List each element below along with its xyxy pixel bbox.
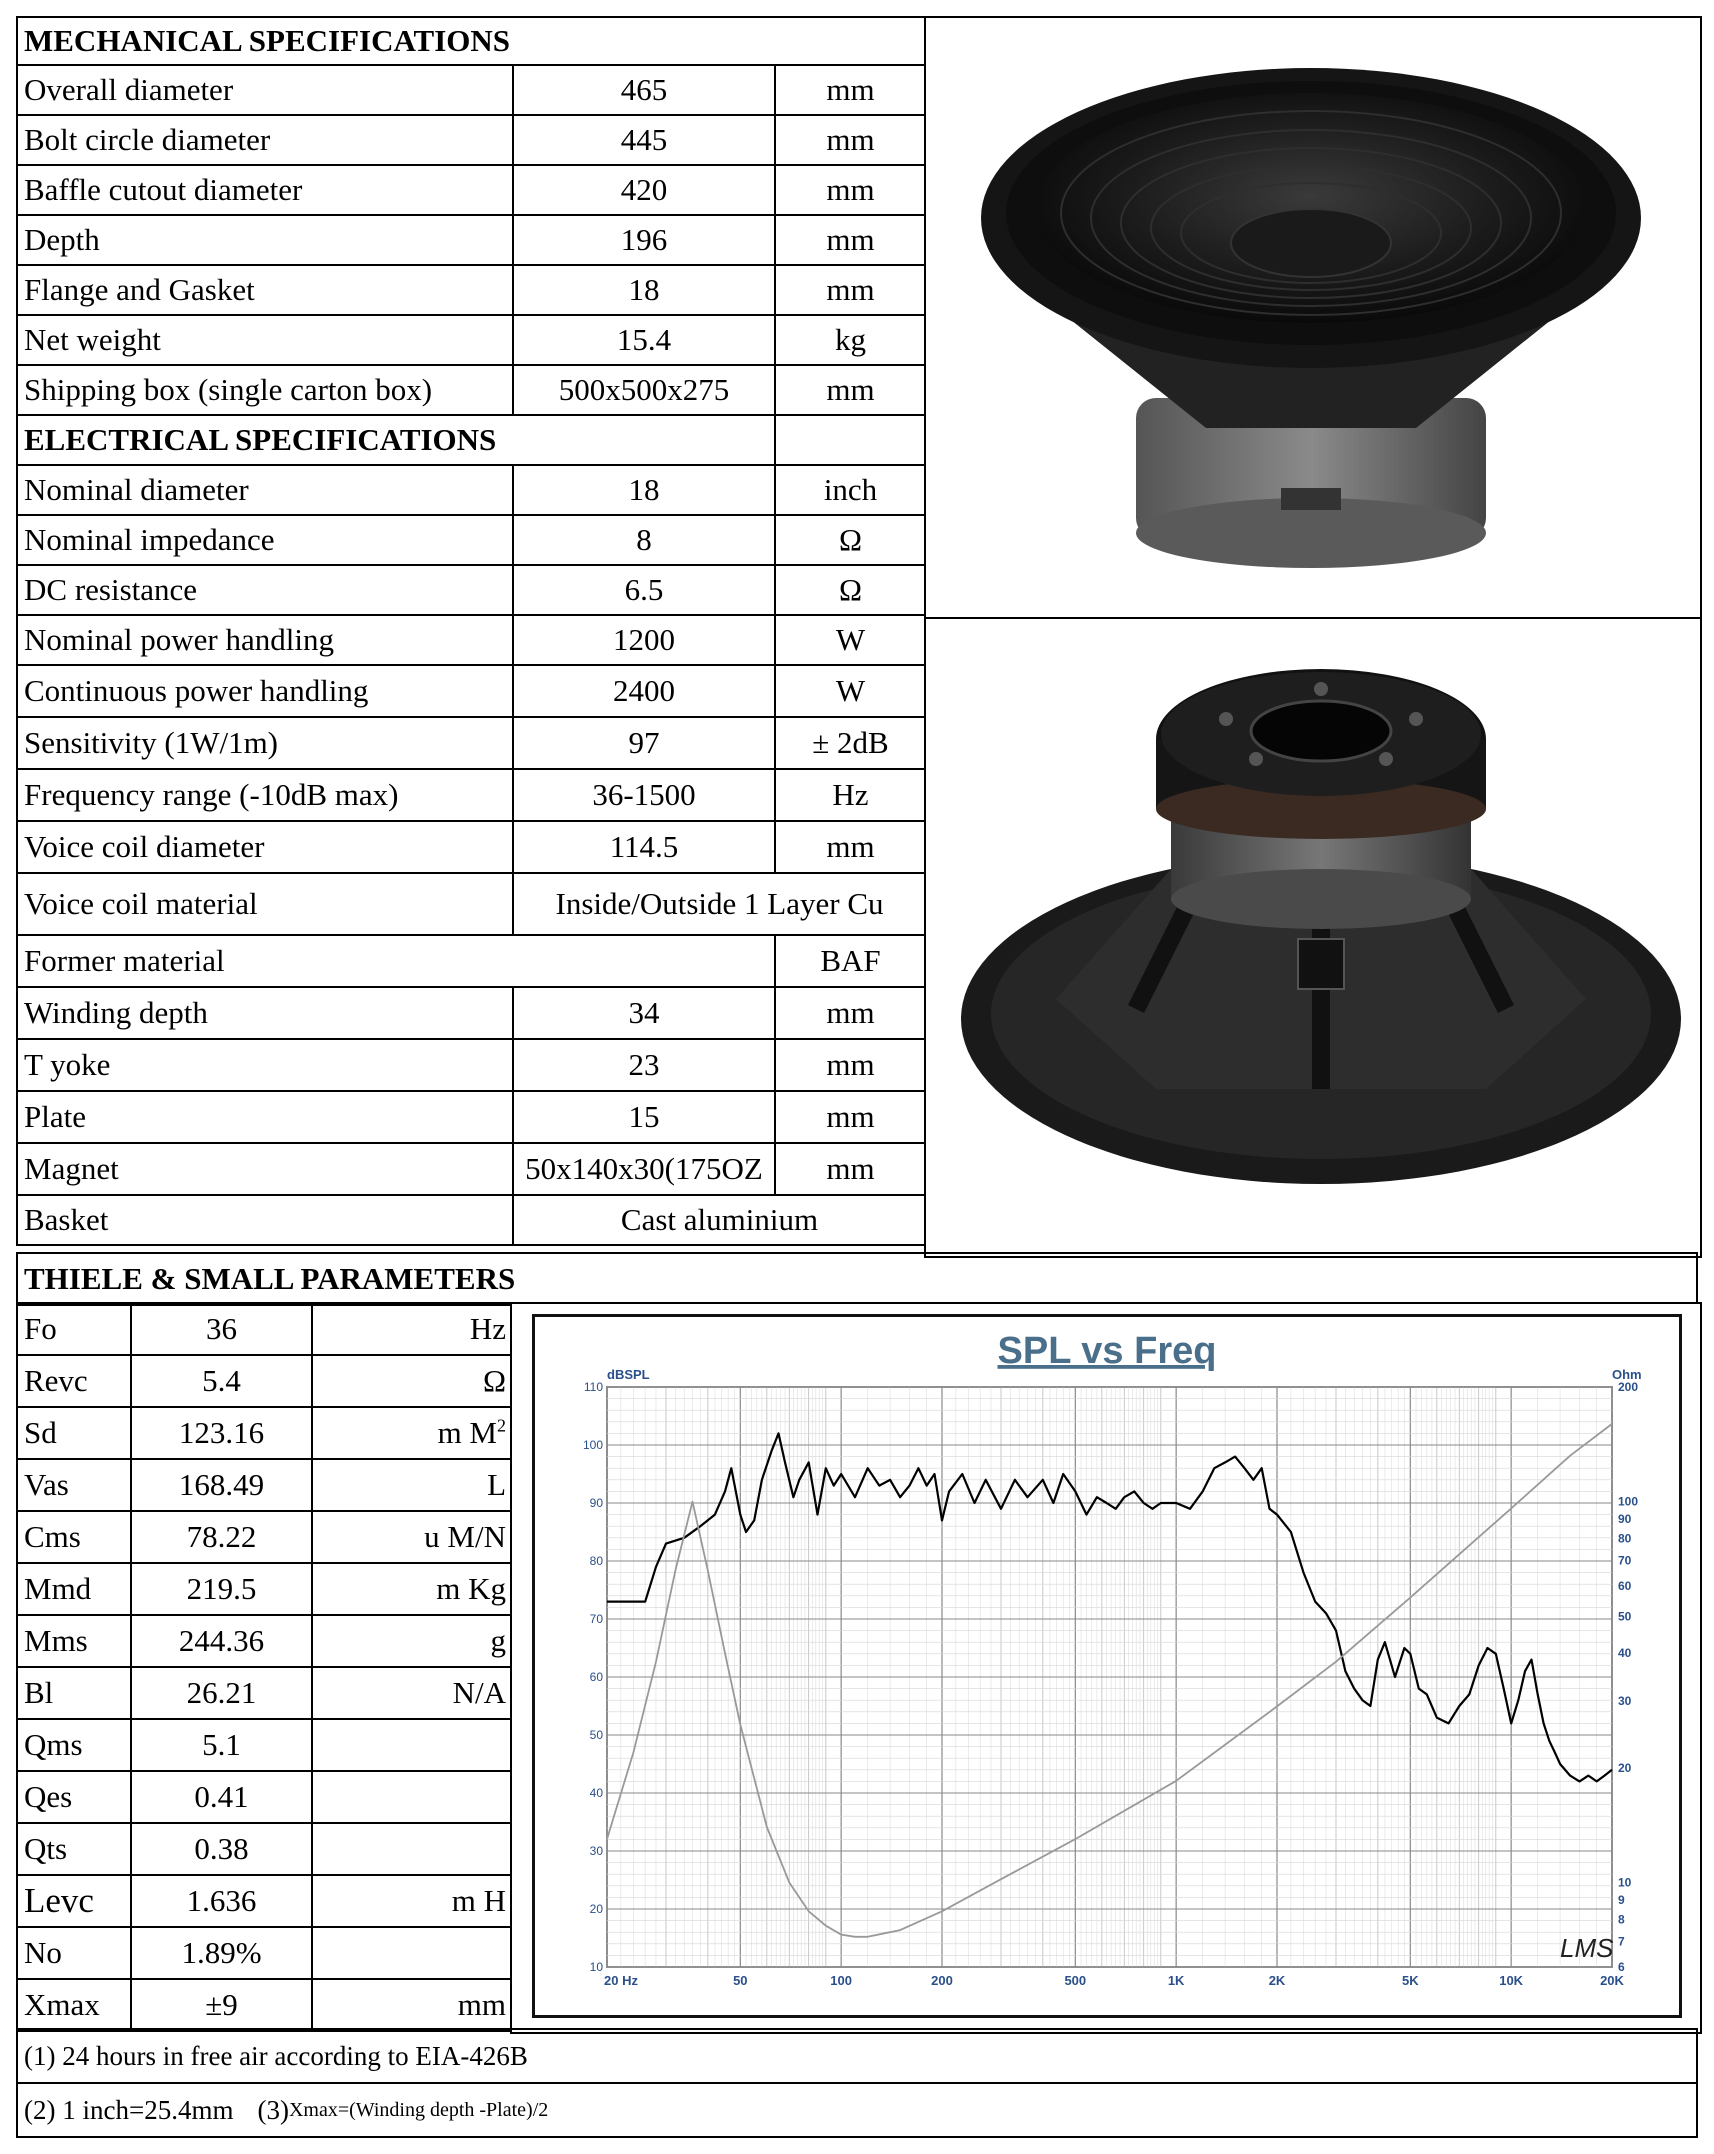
ts-label: No <box>17 1927 131 1979</box>
spec-unit: W <box>775 615 926 665</box>
spec-value: 15 <box>513 1091 775 1143</box>
ts-unit <box>312 1459 513 1511</box>
table-row <box>17 1615 513 1667</box>
table-row <box>17 1511 513 1563</box>
x-tick-label: 10K <box>1499 1973 1524 1988</box>
y-right-tick-label: 50 <box>1618 1609 1632 1624</box>
spec-value: 8 <box>513 515 775 565</box>
table-row <box>17 265 926 315</box>
mechanical-title: MECHANICAL SPECIFICATIONS <box>17 17 926 65</box>
y-left-tick-label: 10 <box>589 1960 603 1974</box>
ts-unit-text: m H <box>451 1883 506 1918</box>
empty-cell <box>775 415 926 465</box>
spec-value: 445 <box>513 115 775 165</box>
ts-unit-text: m M <box>437 1415 497 1450</box>
spec-label: Shipping box (single carton box) <box>17 365 513 415</box>
spec-value: 23 <box>513 1039 775 1091</box>
ts-unit <box>312 1771 513 1823</box>
ts-label: Bl <box>17 1667 131 1719</box>
y-right-tick-label: 80 <box>1618 1531 1632 1546</box>
table-row <box>17 315 926 365</box>
spec-value: 97 <box>513 717 775 769</box>
ts-unit <box>312 1667 513 1719</box>
table-row <box>17 717 926 769</box>
ts-label: Mms <box>17 1615 131 1667</box>
ts-label: Revc <box>17 1355 131 1407</box>
ts-unit-text: N/A <box>452 1675 506 1710</box>
chart-left-unit: dBSPL <box>607 1367 650 1382</box>
ts-value: 5.1 <box>131 1719 312 1771</box>
ts-unit-text: m Kg <box>436 1571 506 1606</box>
spec-value: 196 <box>513 215 775 265</box>
spec-label: T yoke <box>17 1039 513 1091</box>
ts-unit <box>312 1303 513 1355</box>
ts-label: Vas <box>17 1459 131 1511</box>
ts-unit <box>312 1823 513 1875</box>
y-right-tick-label: 70 <box>1618 1553 1632 1568</box>
table-row <box>17 1875 513 1927</box>
ts-label: Fo <box>17 1303 131 1355</box>
y-right-tick-label: 20 <box>1618 1760 1632 1775</box>
spec-label: Sensitivity (1W/1m) <box>17 717 513 769</box>
x-tick-label: 200 <box>931 1973 953 1988</box>
ts-value: 1.636 <box>131 1875 312 1927</box>
ts-unit <box>312 1719 513 1771</box>
y-right-tick-label: 90 <box>1618 1512 1632 1527</box>
y-right-tick-label: 100 <box>1618 1494 1639 1509</box>
spec-label: Winding depth <box>17 987 513 1039</box>
spec-value: 50x140x30(175OZ <box>513 1143 775 1195</box>
table-row <box>17 1039 926 1091</box>
ts-label: Levc <box>17 1875 131 1927</box>
table-row <box>17 115 926 165</box>
spec-label: Baffle cutout diameter <box>17 165 513 215</box>
spec-label: Nominal diameter <box>17 465 513 515</box>
y-right-tick-label: 200 <box>1618 1380 1639 1394</box>
spec-value: Inside/Outside 1 Layer Cu <box>513 873 926 935</box>
table-row <box>17 873 926 935</box>
chart-watermark: LMS <box>1560 1933 1614 1963</box>
spec-label: Flange and Gasket <box>17 265 513 315</box>
ts-unit-text: L <box>487 1467 506 1502</box>
spec-unit: mm <box>775 65 926 115</box>
table-row <box>17 1823 513 1875</box>
table-row <box>17 769 926 821</box>
ts-label: Cms <box>17 1511 131 1563</box>
electrical-title: ELECTRICAL SPECIFICATIONS <box>17 415 775 465</box>
spec-label: Nominal impedance <box>17 515 513 565</box>
spec-label: Basket <box>17 1195 513 1245</box>
y-right-tick-label: 10 <box>1618 1875 1632 1890</box>
ts-unit <box>312 1511 513 1563</box>
ts-label: Sd <box>17 1407 131 1459</box>
ts-unit <box>312 1407 513 1459</box>
table-row <box>17 1563 513 1615</box>
spec-unit: mm <box>775 1091 926 1143</box>
spec-label: Net weight <box>17 315 513 365</box>
table-row <box>17 65 926 115</box>
ts-header-table <box>16 1252 1698 1306</box>
table-row <box>17 415 926 465</box>
x-tick-label: 2K <box>1268 1973 1286 1988</box>
spec-unit: ± 2dB <box>775 717 926 769</box>
y-left-tick-label: 50 <box>589 1728 603 1742</box>
ts-label: Qms <box>17 1719 131 1771</box>
ts-unit-text: Ω <box>482 1363 506 1398</box>
spec-label: Magnet <box>17 1143 513 1195</box>
spec-unit: Ω <box>775 515 926 565</box>
spec-value: BAF <box>775 935 926 987</box>
spec-unit: mm <box>775 165 926 215</box>
table-row <box>17 1355 513 1407</box>
spec-value: 500x500x275 <box>513 365 775 415</box>
x-tick-label: 20 Hz <box>604 1973 638 1988</box>
spec-label: Bolt circle diameter <box>17 115 513 165</box>
spec-unit: mm <box>775 215 926 265</box>
ts-value: 0.41 <box>131 1771 312 1823</box>
table-row <box>17 1091 926 1143</box>
spec-value: 34 <box>513 987 775 1039</box>
spl-chart <box>532 1314 1682 2018</box>
y-left-tick-label: 40 <box>589 1786 603 1800</box>
y-left-tick-label: 100 <box>582 1438 603 1452</box>
table-row <box>17 165 926 215</box>
ts-label: Qes <box>17 1771 131 1823</box>
x-tick-label: 1K <box>1167 1973 1185 1988</box>
note-2-inch: (2) 1 inch=25.4mm <box>24 2094 234 2125</box>
table-row <box>17 1143 926 1195</box>
spec-label: Depth <box>17 215 513 265</box>
note-3-xmax: Xmax=(Winding depth -Plate)/2 <box>288 2099 549 2121</box>
spec-unit: mm <box>775 115 926 165</box>
spec-unit: kg <box>775 315 926 365</box>
spec-value: 15.4 <box>513 315 775 365</box>
ts-unit <box>312 1355 513 1407</box>
note-1 <box>16 2028 1698 2084</box>
spec-label: Voice coil diameter <box>17 821 513 873</box>
y-right-tick-label: 9 <box>1618 1892 1625 1907</box>
note-1-text: (1) 24 hours in free air according to EIA-426B <box>24 2040 528 2071</box>
spl-chart-svg <box>535 1317 1679 2015</box>
spec-value: 420 <box>513 165 775 215</box>
spec-label: Nominal power handling <box>17 615 513 665</box>
note-3-label: (3) <box>257 2094 289 2125</box>
x-tick-label: 500 <box>1064 1973 1087 1988</box>
spec-unit: Hz <box>775 769 926 821</box>
ts-unit-text: g <box>490 1623 506 1658</box>
spec-unit: Ω <box>775 565 926 615</box>
spec-value: 465 <box>513 65 775 115</box>
ts-unit <box>312 1927 513 1979</box>
speaker-rear-photo <box>924 617 1702 1258</box>
y-left-tick-label: 110 <box>583 1380 603 1394</box>
y-right-tick-label: 8 <box>1618 1912 1625 1927</box>
y-left-tick-label: 90 <box>589 1496 603 1510</box>
y-right-tick-label: 60 <box>1618 1579 1632 1594</box>
spec-value: 6.5 <box>513 565 775 615</box>
spec-label: Frequency range (-10dB max) <box>17 769 513 821</box>
ts-value: 219.5 <box>131 1563 312 1615</box>
ts-value: 168.49 <box>131 1459 312 1511</box>
ts-value: 244.36 <box>131 1615 312 1667</box>
table-row <box>17 821 926 873</box>
table-row <box>17 615 926 665</box>
ts-unit-sup: 2 <box>497 1415 506 1436</box>
spec-unit: mm <box>775 1039 926 1091</box>
note-2 <box>16 2082 1698 2138</box>
chart-cell <box>510 1302 1702 2034</box>
spec-label: Plate <box>17 1091 513 1143</box>
spec-value: 114.5 <box>513 821 775 873</box>
table-row <box>17 1303 513 1355</box>
spec-label: Overall diameter <box>17 65 513 115</box>
ts-unit-text: u M/N <box>424 1519 506 1554</box>
y-left-tick-label: 20 <box>589 1902 603 1916</box>
ts-value: 78.22 <box>131 1511 312 1563</box>
ts-unit <box>312 1615 513 1667</box>
y-right-tick-label: 6 <box>1618 1960 1625 1974</box>
spec-value: 1200 <box>513 615 775 665</box>
y-left-tick-label: 60 <box>589 1670 603 1684</box>
spec-unit: inch <box>775 465 926 515</box>
table-row <box>17 365 926 415</box>
spec-value: Cast aluminium <box>513 1195 926 1245</box>
spec-unit: mm <box>775 821 926 873</box>
y-left-tick-label: 30 <box>589 1844 603 1858</box>
x-tick-label: 50 <box>733 1973 748 1988</box>
chart-title: SPL vs Freq <box>997 1330 1217 1372</box>
ts-unit-text: Hz <box>469 1311 506 1346</box>
ts-unit <box>312 1875 513 1927</box>
ts-unit <box>312 1979 513 2031</box>
table-row <box>17 565 926 615</box>
ts-value: 123.16 <box>131 1407 312 1459</box>
table-row <box>17 1979 513 2031</box>
speaker-front-photo <box>924 16 1702 623</box>
table-row <box>17 935 926 987</box>
spec-unit: W <box>775 665 926 717</box>
x-tick-label: 5K <box>1401 1973 1419 1988</box>
spec-value: 18 <box>513 465 775 515</box>
y-right-tick-label: 40 <box>1618 1646 1632 1661</box>
spec-unit: mm <box>775 365 926 415</box>
table-row <box>17 465 926 515</box>
table-row <box>17 1407 513 1459</box>
x-tick-label: 20K <box>1600 1973 1624 1988</box>
table-row <box>17 1771 513 1823</box>
ts-value: 5.4 <box>131 1355 312 1407</box>
y-right-tick-label: 7 <box>1618 1934 1625 1949</box>
spec-unit: mm <box>775 987 926 1039</box>
spec-label: DC resistance <box>17 565 513 615</box>
table-row <box>17 665 926 717</box>
spec-unit: mm <box>775 265 926 315</box>
ts-table <box>16 1302 514 2032</box>
spec-value: 2400 <box>513 665 775 717</box>
spec-value: 36-1500 <box>513 769 775 821</box>
ts-title: THIELE & SMALL PARAMETERS <box>17 1253 1697 1305</box>
spec-table <box>16 16 927 1246</box>
spec-label: Continuous power handling <box>17 665 513 717</box>
ts-unit <box>312 1563 513 1615</box>
table-row <box>17 987 926 1039</box>
ts-label: Mmd <box>17 1563 131 1615</box>
spec-label: Voice coil material <box>17 873 513 935</box>
datasheet <box>16 16 1698 2138</box>
table-row <box>17 1195 926 1245</box>
x-tick-label: 100 <box>830 1973 853 1988</box>
ts-value: 36 <box>131 1303 312 1355</box>
y-right-tick-label: 30 <box>1618 1693 1632 1708</box>
ts-value: 0.38 <box>131 1823 312 1875</box>
table-row <box>17 1927 513 1979</box>
ts-label: Qts <box>17 1823 131 1875</box>
ts-unit-text: mm <box>457 1987 506 2022</box>
ts-label: Xmax <box>17 1979 131 2031</box>
ts-value: 26.21 <box>131 1667 312 1719</box>
spec-label: Former material <box>17 935 775 987</box>
chart-right-unit: Ohm <box>1612 1367 1642 1382</box>
table-row <box>17 515 926 565</box>
table-row <box>17 17 926 65</box>
ts-value: ±9 <box>131 1979 312 2031</box>
spec-unit: mm <box>775 1143 926 1195</box>
table-row <box>17 1719 513 1771</box>
y-left-tick-label: 70 <box>589 1612 603 1626</box>
table-row <box>17 1459 513 1511</box>
table-row <box>17 215 926 265</box>
spec-value: 18 <box>513 265 775 315</box>
ts-value: 1.89% <box>131 1927 312 1979</box>
table-row <box>17 1667 513 1719</box>
y-left-tick-label: 80 <box>589 1554 603 1568</box>
